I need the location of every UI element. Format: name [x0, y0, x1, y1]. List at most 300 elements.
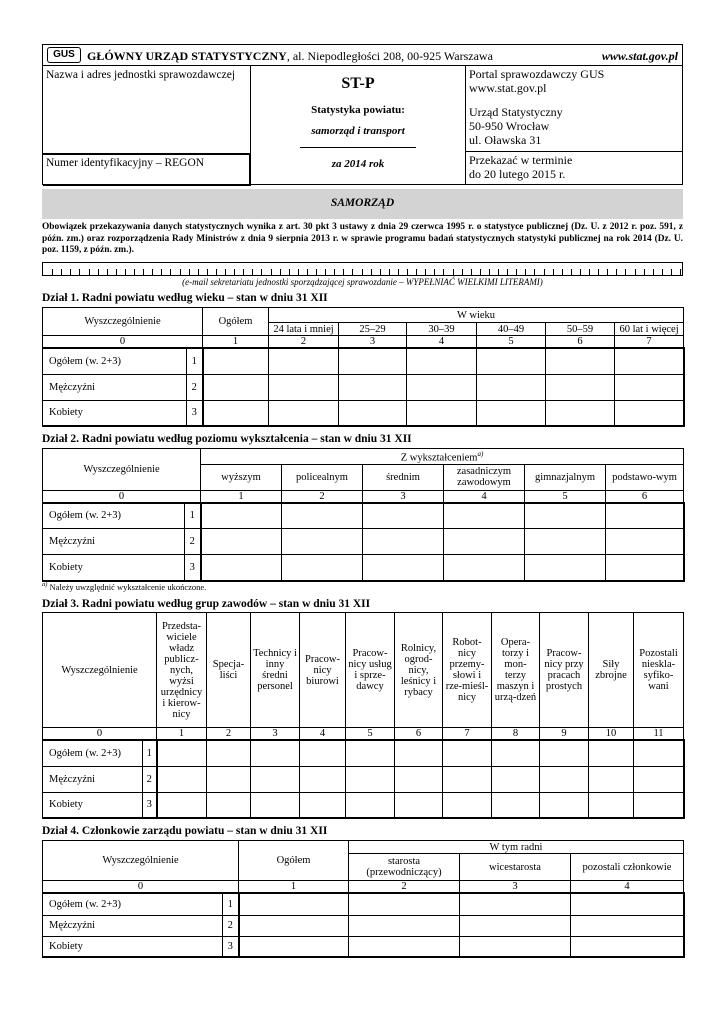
input-cell[interactable] — [606, 529, 684, 555]
website-link[interactable]: www.stat.gov.pl — [601, 49, 678, 63]
col-number: 6 — [395, 728, 443, 741]
email-char-tick — [116, 269, 117, 275]
input-cell[interactable] — [571, 893, 684, 915]
name-address-box[interactable] — [43, 66, 251, 158]
table-row — [43, 400, 684, 426]
input-cell[interactable] — [444, 503, 525, 529]
email-char-tick — [280, 269, 281, 275]
form-header — [42, 44, 683, 185]
email-char-tick — [471, 269, 472, 275]
email-char-tick — [653, 269, 654, 275]
recipient-box — [466, 66, 682, 152]
input-cell[interactable] — [300, 792, 346, 818]
email-char-tick — [289, 269, 290, 275]
input-cell[interactable] — [339, 374, 407, 400]
email-char-tick — [462, 269, 463, 275]
dzial1-table — [42, 307, 685, 427]
col-number: 5 — [346, 728, 395, 741]
col-number: 2 — [349, 881, 460, 894]
row-number: 2 — [143, 766, 157, 792]
input-cell[interactable] — [477, 400, 546, 426]
email-char-tick — [225, 269, 226, 275]
row-label: Mężczyźni — [43, 529, 185, 555]
form-year: za 2014 rok — [331, 158, 385, 170]
email-char-tick — [79, 269, 80, 275]
col-number: 9 — [540, 728, 589, 741]
email-char-tick — [625, 269, 626, 275]
d3-head-col: Pracow-nicy usług i sprze-dawcy — [346, 613, 395, 728]
input-cell[interactable] — [615, 374, 684, 400]
email-char-tick — [271, 269, 272, 275]
email-char-tick — [616, 269, 617, 275]
email-char-tick — [389, 269, 390, 275]
recipient-line3: ul. Oławska 31 — [469, 133, 542, 147]
institution-line — [87, 49, 493, 64]
table-row — [43, 936, 684, 957]
d3-head-col: Specja-liści — [207, 613, 251, 728]
input-cell[interactable] — [395, 792, 443, 818]
email-char-tick — [416, 269, 417, 275]
d4-head-group: W tym radni — [349, 841, 684, 854]
input-cell[interactable] — [525, 555, 606, 581]
row-label: Mężczyźni — [43, 374, 187, 400]
row-label: Kobiety — [43, 936, 223, 957]
col-number: 7 — [615, 336, 684, 349]
email-char-tick — [125, 269, 126, 275]
row-number: 3 — [143, 792, 157, 818]
input-cell[interactable] — [540, 740, 589, 766]
input-cell[interactable] — [492, 766, 540, 792]
email-char-tick — [98, 269, 99, 275]
d2-head-col: zasadniczym zawodowym — [444, 464, 525, 490]
col-number: 6 — [546, 336, 615, 349]
row-number: 1 — [187, 348, 203, 374]
d2-head-group-sup: a) — [477, 450, 484, 458]
table-row — [43, 740, 684, 766]
email-char-tick — [680, 269, 681, 275]
email-char-tick — [407, 269, 408, 275]
email-char-tick — [589, 269, 590, 275]
form-title: Statystyka powiatu: — [311, 104, 405, 116]
col-number: 2 — [282, 490, 363, 503]
dzial1-title: Dział 1. Radni powiatu według wieku – stan w dniu 31 XII — [42, 292, 328, 304]
email-char-tick — [371, 269, 372, 275]
input-cell[interactable] — [251, 766, 300, 792]
table-row — [43, 529, 684, 555]
d2-head-desc: Wyszczególnienie — [43, 449, 201, 491]
deadline-box — [466, 152, 682, 184]
col-number: 5 — [525, 490, 606, 503]
institution-name: GŁÓWNY URZĄD STATYSTYCZNY — [87, 49, 287, 63]
dzial4-title: Dział 4. Członkowie zarządu powiatu – stan w dniu 31 XII — [42, 825, 328, 837]
col-number: 1 — [201, 490, 282, 503]
input-cell[interactable] — [492, 792, 540, 818]
input-cell[interactable] — [615, 348, 684, 374]
col-number: 0 — [43, 336, 203, 349]
table-row — [43, 893, 684, 915]
input-cell[interactable] — [460, 936, 571, 957]
input-cell[interactable] — [477, 374, 546, 400]
d1-head-col: 50–59 — [546, 323, 615, 336]
email-char-tick — [480, 269, 481, 275]
d2-number-row — [43, 490, 684, 503]
section-banner-text: SAMORZĄD — [330, 197, 395, 209]
dzial2-footnote — [42, 581, 206, 592]
input-cell[interactable] — [300, 740, 346, 766]
email-char-tick — [170, 269, 171, 275]
input-cell[interactable] — [460, 893, 571, 915]
col-number: 4 — [407, 336, 477, 349]
email-char-tick — [216, 269, 217, 275]
email-char-tick — [352, 269, 353, 275]
input-cell[interactable] — [443, 766, 492, 792]
email-char-tick — [298, 269, 299, 275]
email-char-tick — [434, 269, 435, 275]
email-char-tick — [398, 269, 399, 275]
input-cell[interactable] — [207, 740, 251, 766]
d3-head-col: Robot-nicy przemy-słowi i rze-mieśl-nicy — [443, 613, 492, 728]
email-char-tick — [252, 269, 253, 275]
input-cell[interactable] — [444, 555, 525, 581]
email-char-tick — [107, 269, 108, 275]
input-cell[interactable] — [349, 893, 460, 915]
d4-head-col: starosta (przewodniczący) — [349, 854, 460, 881]
email-char-tick — [334, 269, 335, 275]
input-cell[interactable] — [460, 915, 571, 936]
row-label: Ogółem (w. 2+3) — [43, 893, 223, 915]
table-row — [43, 348, 684, 374]
email-caption: (e-mail sekretariatu jednostki sporządzającej sprawozdanie – WYPEŁNIAĆ WIELKIMI LITERAMI) — [182, 277, 543, 287]
email-char-tick — [261, 269, 262, 275]
email-char-tick — [489, 269, 490, 275]
d1-head-total: Ogółem — [203, 308, 269, 336]
email-char-tick — [161, 269, 162, 275]
email-char-tick — [89, 269, 90, 275]
d3-head-col: Siły zbrojne — [589, 613, 634, 728]
deadline-line2: do 20 lutego 2015 r. — [469, 167, 566, 181]
recipient-line2: 50-950 Wrocław — [469, 119, 550, 133]
row-number: 1 — [185, 503, 201, 529]
input-cell[interactable] — [477, 348, 546, 374]
input-cell[interactable] — [395, 740, 443, 766]
input-cell[interactable] — [546, 400, 615, 426]
col-number: 7 — [443, 728, 492, 741]
col-number: 2 — [207, 728, 251, 741]
form-id-box — [251, 66, 466, 184]
institution-bar — [43, 45, 682, 66]
col-number: 11 — [634, 728, 684, 741]
input-cell[interactable] — [407, 348, 477, 374]
gus-logo: GUS — [47, 47, 81, 63]
email-char-tick — [553, 269, 554, 275]
table-row — [43, 555, 684, 581]
input-cell[interactable] — [346, 792, 395, 818]
col-number: 3 — [251, 728, 300, 741]
input-cell[interactable] — [395, 766, 443, 792]
email-char-tick — [507, 269, 508, 275]
email-char-tick — [544, 269, 545, 275]
email-char-tick — [534, 269, 535, 275]
col-number: 1 — [239, 881, 349, 894]
input-cell[interactable] — [589, 792, 634, 818]
d3-head-col: Pracow-nicy przy pracach prostych — [540, 613, 589, 728]
email-char-tick — [580, 269, 581, 275]
email-char-tick — [562, 269, 563, 275]
d1-head-desc: Wyszczególnienie — [43, 308, 203, 336]
row-label: Kobiety — [43, 400, 187, 426]
row-number: 3 — [187, 400, 203, 426]
input-cell[interactable] — [239, 893, 349, 915]
email-char-tick — [143, 269, 144, 275]
input-cell[interactable] — [349, 936, 460, 957]
row-number: 2 — [187, 374, 203, 400]
email-char-tick — [343, 269, 344, 275]
input-cell[interactable] — [282, 503, 363, 529]
input-cell[interactable] — [349, 915, 460, 936]
col-number: 8 — [492, 728, 540, 741]
email-char-tick — [662, 269, 663, 275]
input-cell[interactable] — [203, 400, 269, 426]
input-cell[interactable] — [525, 503, 606, 529]
input-cell[interactable] — [443, 792, 492, 818]
email-char-tick — [607, 269, 608, 275]
input-cell[interactable] — [239, 915, 349, 936]
portal-line1: Portal sprawozdawczy GUS — [469, 67, 605, 81]
row-number: 1 — [143, 740, 157, 766]
input-cell[interactable] — [157, 766, 207, 792]
input-cell[interactable] — [201, 529, 282, 555]
col-number: 6 — [606, 490, 684, 503]
email-char-tick — [189, 269, 190, 275]
d3-head-col: Pracow-nicy biurowi — [300, 613, 346, 728]
email-char-tick — [316, 269, 317, 275]
input-cell[interactable] — [363, 503, 444, 529]
form-subtitle: samorząd i transport — [311, 125, 405, 137]
form-divider — [300, 147, 416, 148]
email-char-tick — [498, 269, 499, 275]
footnote-text: Należy uwzględnić wykształcenie ukończone. — [47, 581, 207, 592]
input-cell[interactable] — [207, 766, 251, 792]
input-cell[interactable] — [269, 348, 339, 374]
d1-head-col: 30–39 — [407, 323, 477, 336]
institution-address: , al. Niepodległości 208, 00-925 Warszawa — [286, 49, 493, 63]
input-cell[interactable] — [444, 529, 525, 555]
input-cell[interactable] — [201, 503, 282, 529]
input-cell[interactable] — [407, 374, 477, 400]
email-char-tick — [180, 269, 181, 275]
d4-number-row — [43, 881, 684, 894]
footnote-sup: a) — [42, 581, 48, 588]
input-cell[interactable] — [203, 348, 269, 374]
row-number: 2 — [185, 529, 201, 555]
email-char-tick — [525, 269, 526, 275]
d2-head-col: średnim — [363, 464, 444, 490]
input-cell[interactable] — [157, 740, 207, 766]
dzial2-title: Dział 2. Radni powiatu według poziomu wykształcenia – stan w dniu 31 XII — [42, 433, 412, 445]
table-row — [43, 792, 684, 818]
input-cell[interactable] — [239, 936, 349, 957]
email-char-tick — [644, 269, 645, 275]
d3-head-col: Przedsta-wiciele władz publicz-nych, wyżsi urzędnicy i kierow-nicy — [157, 613, 207, 728]
email-char-tick — [516, 269, 517, 275]
input-cell[interactable] — [269, 374, 339, 400]
input-cell[interactable] — [282, 529, 363, 555]
d3-head-col: Technicy i inny średni personel — [251, 613, 300, 728]
email-char-tick — [325, 269, 326, 275]
input-cell[interactable] — [339, 400, 407, 426]
col-number: 4 — [300, 728, 346, 741]
d4-head-total: Ogółem — [239, 841, 349, 881]
col-number: 1 — [203, 336, 269, 349]
input-cell[interactable] — [203, 374, 269, 400]
table-row — [43, 503, 684, 529]
dzial4-table — [42, 840, 685, 958]
table-row — [43, 766, 684, 792]
col-number: 3 — [363, 490, 444, 503]
email-input-grid[interactable] — [42, 262, 683, 276]
d2-head-col: policealnym — [282, 464, 363, 490]
input-cell[interactable] — [606, 555, 684, 581]
row-number: 1 — [223, 893, 239, 915]
col-number: 4 — [571, 881, 684, 894]
row-number: 3 — [223, 936, 239, 957]
deadline-line1: Przekazać w terminie — [469, 153, 573, 167]
input-cell[interactable] — [207, 792, 251, 818]
email-char-tick — [635, 269, 636, 275]
email-char-tick — [571, 269, 572, 275]
email-char-tick — [425, 269, 426, 275]
row-label: Mężczyźni — [43, 915, 223, 936]
input-cell[interactable] — [571, 936, 684, 957]
input-cell[interactable] — [525, 529, 606, 555]
email-char-tick — [52, 269, 53, 275]
input-cell[interactable] — [606, 503, 684, 529]
regon-label: Numer identyfikacyjny – REGON — [46, 157, 205, 169]
input-cell[interactable] — [540, 766, 589, 792]
d2-head-group — [201, 449, 684, 465]
row-label: Kobiety — [43, 555, 185, 581]
d4-head-col: wicestarosta — [460, 854, 571, 881]
input-cell[interactable] — [634, 792, 684, 818]
input-cell[interactable] — [443, 740, 492, 766]
input-cell[interactable] — [492, 740, 540, 766]
dzial3-title: Dział 3. Radni powiatu według grup zawodów – stan w dniu 31 XII — [42, 598, 371, 610]
input-cell[interactable] — [157, 792, 207, 818]
col-number: 0 — [43, 881, 239, 894]
input-cell[interactable] — [282, 555, 363, 581]
name-address-label: Nazwa i adres jednostki sprawozdawczej — [46, 69, 236, 81]
row-label: Mężczyźni — [43, 766, 143, 792]
input-cell[interactable] — [634, 740, 684, 766]
input-cell[interactable] — [571, 915, 684, 936]
email-char-tick — [207, 269, 208, 275]
d2-head-col: gimnazjalnym — [525, 464, 606, 490]
email-char-tick — [443, 269, 444, 275]
d2-head-col: podstawo-wym — [606, 464, 684, 490]
input-cell[interactable] — [251, 792, 300, 818]
email-char-tick — [362, 269, 363, 275]
input-cell[interactable] — [546, 374, 615, 400]
input-cell[interactable] — [346, 740, 395, 766]
portal-line2[interactable]: www.stat.gov.pl — [469, 81, 547, 95]
col-number: 0 — [43, 728, 157, 741]
row-number: 3 — [185, 555, 201, 581]
d2-head-col: wyższym — [201, 464, 282, 490]
col-number: 2 — [269, 336, 339, 349]
email-char-tick — [234, 269, 235, 275]
input-cell[interactable] — [634, 766, 684, 792]
d3-head-col: Opera-torzy i mon-terzy maszyn i urzą-dzeń — [492, 613, 540, 728]
table-row — [43, 374, 684, 400]
email-char-tick — [61, 269, 62, 275]
col-number: 10 — [589, 728, 634, 741]
input-cell[interactable] — [363, 529, 444, 555]
form-code: ST-P — [341, 75, 375, 92]
d1-head-group: W wieku — [269, 308, 684, 323]
input-cell[interactable] — [615, 400, 684, 426]
col-number: 3 — [460, 881, 571, 894]
input-cell[interactable] — [589, 766, 634, 792]
d3-number-row — [43, 728, 684, 741]
col-number: 4 — [444, 490, 525, 503]
d1-head-col: 24 lata i mniej — [269, 323, 339, 336]
email-char-tick — [134, 269, 135, 275]
row-label: Ogółem (w. 2+3) — [43, 348, 187, 374]
d1-number-row — [43, 336, 684, 349]
col-number: 1 — [157, 728, 207, 741]
input-cell[interactable] — [300, 766, 346, 792]
input-cell[interactable] — [269, 400, 339, 426]
d1-head-col: 60 lat i więcej — [615, 323, 684, 336]
row-label: Ogółem (w. 2+3) — [43, 740, 143, 766]
d1-head-col: 25–29 — [339, 323, 407, 336]
row-label: Ogółem (w. 2+3) — [43, 503, 185, 529]
input-cell[interactable] — [546, 348, 615, 374]
input-cell[interactable] — [589, 740, 634, 766]
email-char-tick — [198, 269, 199, 275]
email-char-tick — [598, 269, 599, 275]
d3-head-col: Pozostali niesklа-syfiko-wani — [634, 613, 684, 728]
row-label: Kobiety — [43, 792, 143, 818]
input-cell[interactable] — [407, 400, 477, 426]
email-char-tick — [307, 269, 308, 275]
input-cell[interactable] — [201, 555, 282, 581]
d3-head-col: Rolnicy, ogrod-nicy, leśnicy i rybacy — [395, 613, 443, 728]
input-cell[interactable] — [251, 740, 300, 766]
email-char-tick — [70, 269, 71, 275]
d4-head-col: pozostali członkowie — [571, 854, 684, 881]
d4-head-desc: Wyszczególnienie — [43, 841, 239, 881]
input-cell[interactable] — [363, 555, 444, 581]
dzial2-table — [42, 448, 685, 582]
d2-head-group-text: Z wykształceniem — [400, 452, 478, 464]
d1-head-col: 40–49 — [477, 323, 546, 336]
section-banner — [42, 189, 683, 219]
email-char-tick — [671, 269, 672, 275]
email-char-tick — [243, 269, 244, 275]
email-char-tick — [380, 269, 381, 275]
col-number: 0 — [43, 490, 201, 503]
table-row — [43, 915, 684, 936]
col-number: 3 — [339, 336, 407, 349]
regon-box[interactable] — [43, 153, 251, 186]
d3-head-desc: Wyszczególnienie — [43, 613, 157, 728]
email-char-tick — [453, 269, 454, 275]
input-cell[interactable] — [346, 766, 395, 792]
email-char-tick — [152, 269, 153, 275]
input-cell[interactable] — [339, 348, 407, 374]
input-cell[interactable] — [540, 792, 589, 818]
